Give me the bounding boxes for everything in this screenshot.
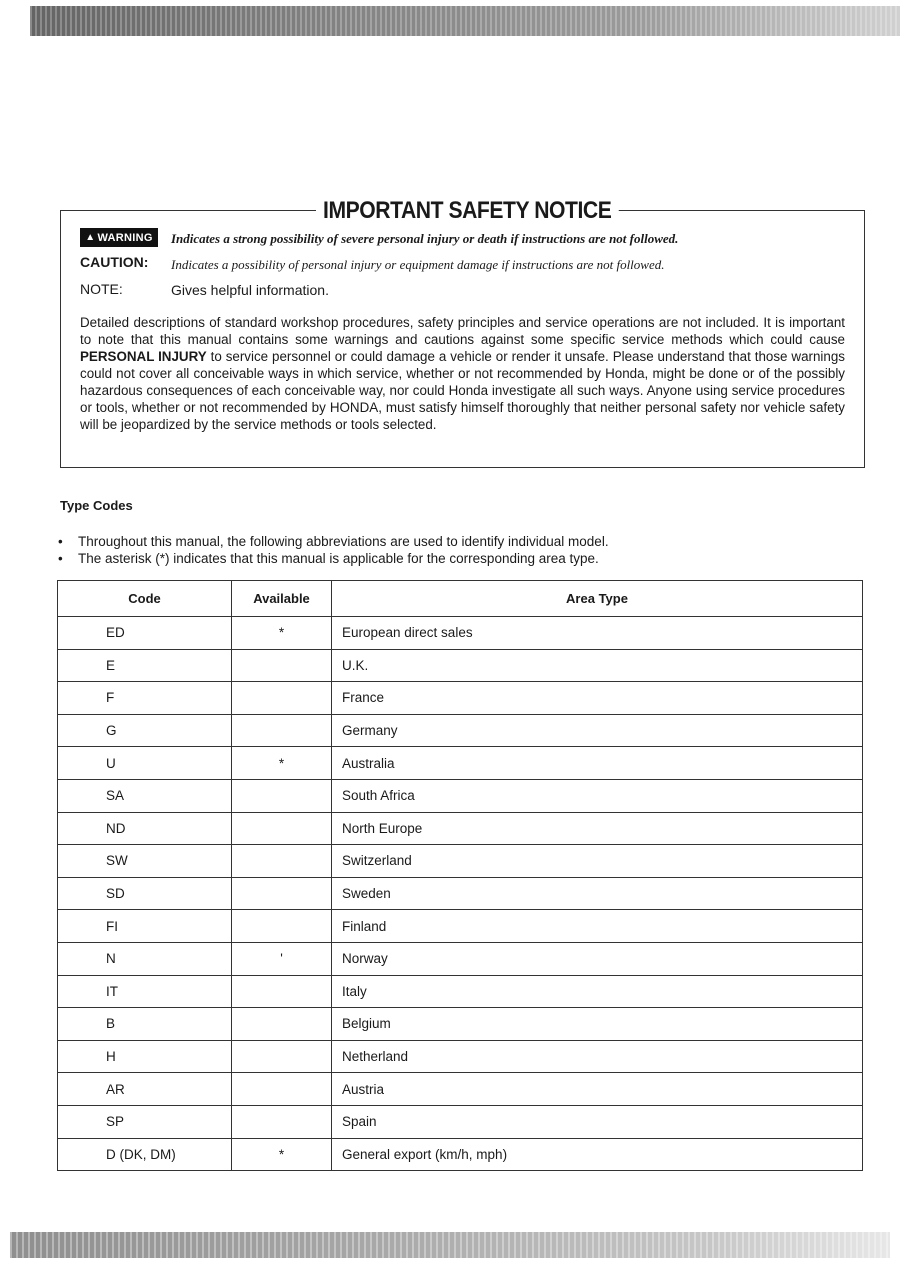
table-row xyxy=(58,1073,863,1106)
paragraph-part-2: to service personnel or could damage a vehicle or render it unsafe. Please understand that those warnings could not cover all conceivable ways in which service, whether or not recommended by Honda, might be done or of the possibly hazardous consequences of each conceivable way, nor could Honda investigate all such ways. Anyone using service procedures or tools, whether or not recommended by HONDA, must satisfy himself thoroughly that neither personal safety nor vehicle safety will be jeopardized by the service methods or tools selected. xyxy=(80,349,845,432)
table-row xyxy=(58,779,863,812)
column-header-area-type: Area Type xyxy=(332,581,863,617)
available-cell xyxy=(232,714,332,747)
note-label: NOTE: xyxy=(80,281,123,297)
available-cell xyxy=(232,812,332,845)
code-cell: D (DK, DM) xyxy=(58,1138,232,1171)
area-type-cell: Australia xyxy=(332,747,863,780)
available-cell xyxy=(232,682,332,715)
area-type-cell: North Europe xyxy=(332,812,863,845)
table-row xyxy=(58,747,863,780)
bullet-item xyxy=(58,533,609,550)
area-type-cell: Sweden xyxy=(332,877,863,910)
code-cell: SP xyxy=(58,1105,232,1138)
available-cell: * xyxy=(232,617,332,650)
table-row xyxy=(58,845,863,878)
code-cell: ED xyxy=(58,617,232,650)
area-type-cell: South Africa xyxy=(332,779,863,812)
warning-text: Indicates a strong possibility of severe personal injury or death if instructions are not followed. xyxy=(171,231,679,246)
code-cell: ND xyxy=(58,812,232,845)
scan-artifact-bottom xyxy=(10,1232,890,1258)
caution-text: Indicates a possibility of personal injury or equipment damage if instructions are not followed. xyxy=(171,257,665,272)
column-header-code: Code xyxy=(58,581,232,617)
column-header-available: Available xyxy=(232,581,332,617)
available-cell xyxy=(232,779,332,812)
available-cell xyxy=(232,877,332,910)
code-cell: IT xyxy=(58,975,232,1008)
bullet-icon: • xyxy=(58,534,63,549)
table-header-row xyxy=(58,581,863,617)
area-type-cell: European direct sales xyxy=(332,617,863,650)
type-codes-table xyxy=(57,580,863,1171)
warning-badge-label: WARNING xyxy=(97,231,153,244)
area-type-cell: Spain xyxy=(332,1105,863,1138)
area-type-cell: Netherland xyxy=(332,1040,863,1073)
available-cell xyxy=(232,1008,332,1041)
warning-badge xyxy=(80,228,158,247)
code-cell: FI xyxy=(58,910,232,943)
available-cell xyxy=(232,1105,332,1138)
safety-paragraph xyxy=(80,314,845,433)
code-cell: F xyxy=(58,682,232,715)
paragraph-emphasis: PERSONAL INJURY xyxy=(80,349,207,364)
available-cell xyxy=(232,975,332,1008)
available-cell: * xyxy=(232,1138,332,1171)
bullet-icon: • xyxy=(58,551,63,566)
available-cell xyxy=(232,1040,332,1073)
type-codes-bullets xyxy=(58,533,609,567)
table-row xyxy=(58,812,863,845)
paragraph-part-1: Detailed descriptions of standard workshop procedures, safety principles and service operations are not included. It is important to note that this manual contains some warnings and cautions against some specific service methods which could cause xyxy=(80,315,845,347)
available-cell: * xyxy=(232,747,332,780)
table-row xyxy=(58,649,863,682)
table-row xyxy=(58,877,863,910)
warning-triangle-icon: ▲ xyxy=(85,232,96,243)
area-type-cell: Finland xyxy=(332,910,863,943)
available-cell xyxy=(232,649,332,682)
area-type-cell: France xyxy=(332,682,863,715)
available-cell xyxy=(232,1073,332,1106)
area-type-cell: Belgium xyxy=(332,1008,863,1041)
table-row xyxy=(58,910,863,943)
table-row xyxy=(58,942,863,975)
notice-title: IMPORTANT SAFETY NOTICE xyxy=(316,197,618,225)
code-cell: SD xyxy=(58,877,232,910)
area-type-cell: Germany xyxy=(332,714,863,747)
area-type-cell: Norway xyxy=(332,942,863,975)
area-type-cell: Switzerland xyxy=(332,845,863,878)
available-cell xyxy=(232,845,332,878)
bullet-text: The asterisk (*) indicates that this manual is applicable for the corresponding area type. xyxy=(78,551,599,566)
table-row xyxy=(58,1040,863,1073)
table-row xyxy=(58,975,863,1008)
code-cell: N xyxy=(58,942,232,975)
code-cell: E xyxy=(58,649,232,682)
code-cell: SW xyxy=(58,845,232,878)
table-row xyxy=(58,714,863,747)
code-cell: U xyxy=(58,747,232,780)
area-type-cell: General export (km/h, mph) xyxy=(332,1138,863,1171)
area-type-cell: Austria xyxy=(332,1073,863,1106)
area-type-cell: Italy xyxy=(332,975,863,1008)
bullet-item xyxy=(58,550,609,567)
table-row xyxy=(58,617,863,650)
table-row xyxy=(58,1105,863,1138)
code-cell: AR xyxy=(58,1073,232,1106)
code-cell: H xyxy=(58,1040,232,1073)
code-cell: G xyxy=(58,714,232,747)
scan-artifact-top xyxy=(30,6,900,36)
available-cell xyxy=(232,910,332,943)
type-codes-heading: Type Codes xyxy=(60,498,133,513)
available-cell: ' xyxy=(232,942,332,975)
note-text: Gives helpful information. xyxy=(171,282,329,298)
table-body xyxy=(58,617,863,1171)
table-row xyxy=(58,682,863,715)
table-row xyxy=(58,1008,863,1041)
bullet-text: Throughout this manual, the following abbreviations are used to identify individual model. xyxy=(78,534,609,549)
caution-label: CAUTION: xyxy=(80,254,149,270)
code-cell: B xyxy=(58,1008,232,1041)
code-cell: SA xyxy=(58,779,232,812)
table-row xyxy=(58,1138,863,1171)
area-type-cell: U.K. xyxy=(332,649,863,682)
